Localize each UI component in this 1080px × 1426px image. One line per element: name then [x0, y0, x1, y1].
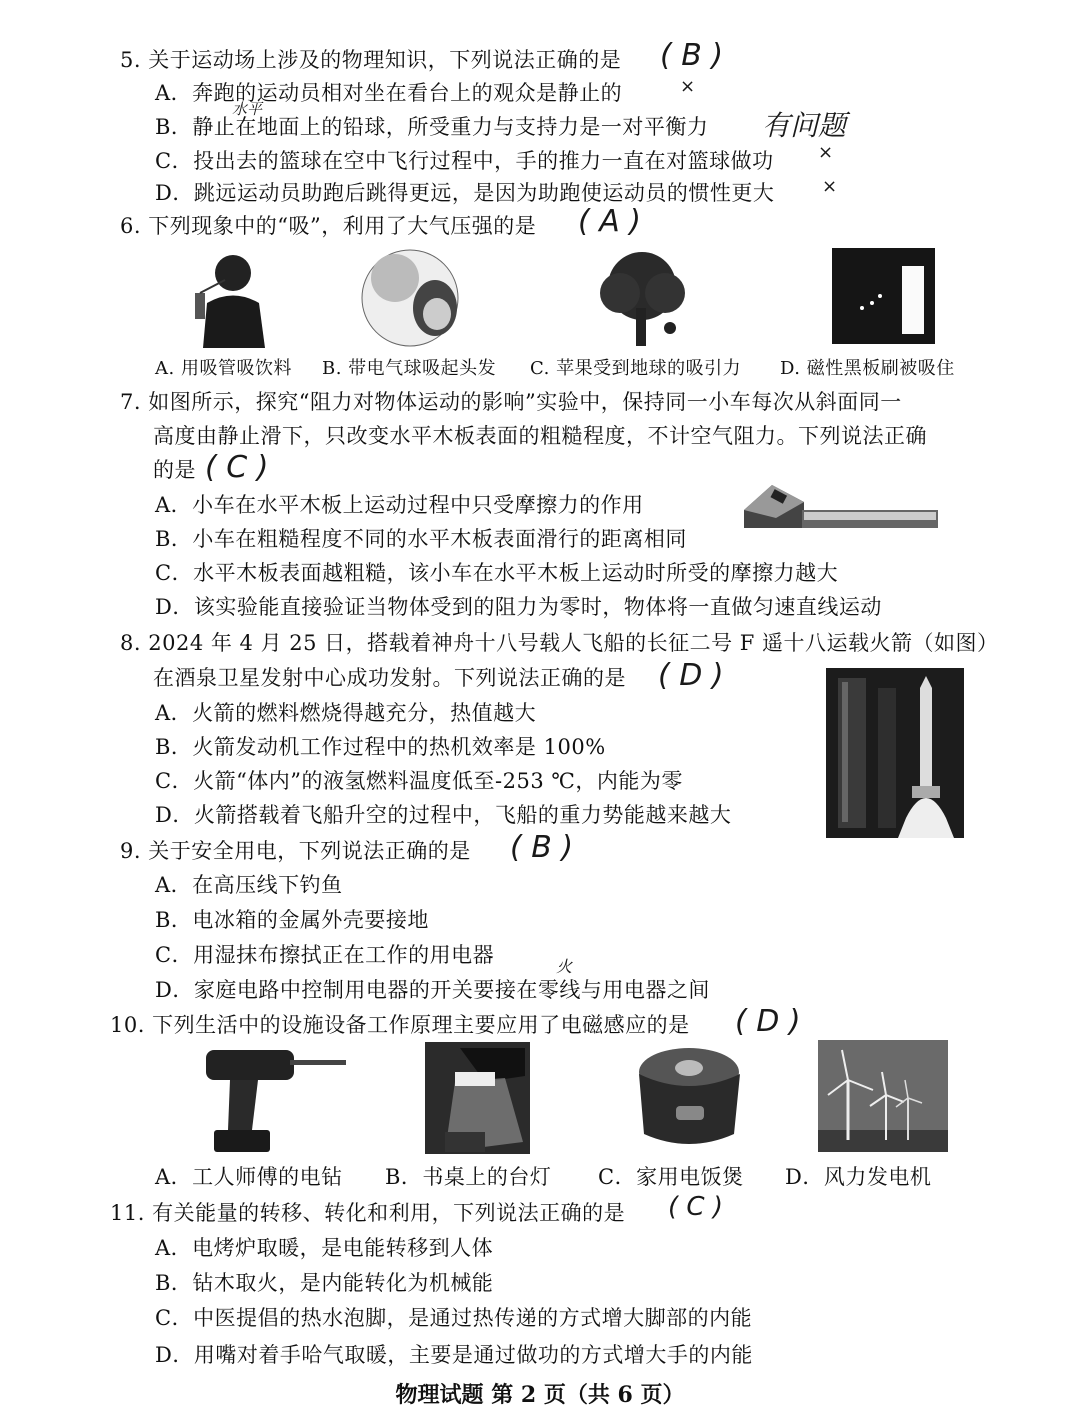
question-10-answer: ( D ) [735, 1004, 801, 1039]
question-6-option-a: A. 用吸管吸饮料 [155, 358, 292, 379]
rice-cooker-image [632, 1042, 747, 1154]
question-7-stem-line-1: 7. 如图所示，探究“阻力对物体运动的影响”实验中，保持同一小车每次从斜面同一 [120, 390, 902, 414]
question-5-mark-b: 有问题 [762, 109, 847, 142]
question-7-option-b: B．小车在粗糙程度不同的水平木板表面滑行的距离相同 [155, 527, 687, 551]
page-footer: 物理试题 第 2 页（共 6 页） [395, 1382, 685, 1408]
question-5-mark-d: × [822, 176, 838, 197]
question-9-option-c: C．用湿抹布擦拭正在工作的用电器 [155, 943, 495, 967]
question-6-answer: ( A ) [578, 204, 642, 239]
question-8-stem-line-1: 8. 2024 年 4 月 25 日，搭载着神舟十八号载人飞船的长征二号 F 遥十八运载火箭（如图） [120, 631, 999, 655]
question-9-answer: ( B ) [510, 830, 574, 865]
magnetic-blackboard-image [832, 248, 935, 344]
question-10-option-c: C．家用电饭煲 [598, 1165, 744, 1189]
question-6-option-c: C. 苹果受到地球的吸引力 [530, 358, 742, 379]
question-5-answer: ( B ) [660, 38, 724, 73]
question-10-option-b: B．书桌上的台灯 [385, 1165, 552, 1189]
question-8-option-b: B．火箭发动机工作过程中的热机效率是 100% [155, 735, 606, 759]
question-10-option-d: D．风力发电机 [785, 1165, 932, 1189]
question-11-stem: 11. 有关能量的转移、转化和利用，下列说法正确的是 [110, 1201, 626, 1225]
question-8-option-a: A．火箭的燃料燃烧得越充分，热值越大 [155, 701, 537, 725]
question-9-stem: 9. 关于安全用电，下列说法正确的是 [120, 839, 471, 863]
incline-board-image [742, 480, 942, 532]
question-6-option-d: D. 磁性黑板刷被吸住 [780, 358, 955, 379]
question-9-note-d: 火 [556, 957, 573, 976]
question-5-option-b: B．静止在地面上的铅球，所受重力与支持力是一对平衡力 [155, 115, 709, 139]
question-11-option-b: B．钻木取火，是内能转化为机械能 [155, 1271, 494, 1295]
electric-drill-image [200, 1042, 350, 1154]
question-8-answer: ( D ) [658, 658, 724, 693]
question-5-option-c: C．投出去的篮球在空中飞行过程中，手的推力一直在对篮球做功 [155, 149, 774, 173]
wind-turbine-image [818, 1040, 948, 1152]
question-9-option-b: B．电冰箱的金属外壳要接地 [155, 908, 429, 932]
question-9-option-d: D．家庭电路中控制用电器的开关要接在零线与用电器之间 [155, 978, 710, 1002]
question-5-mark-a: × [680, 76, 696, 97]
drinking-straw-image [185, 248, 270, 348]
question-11-answer: ( C ) [668, 1192, 723, 1222]
question-8-stem-line-2: 在酒泉卫星发射中心成功发射。下列说法正确的是 [153, 666, 626, 690]
desk-lamp-image [425, 1042, 530, 1154]
question-7-answer: ( C ) [205, 450, 269, 485]
question-10-option-a: A．工人师傅的电钻 [155, 1165, 343, 1189]
question-5-mark-c: × [818, 142, 834, 163]
question-7-stem-line-3: 的是 [153, 458, 196, 482]
question-7-option-d: D．该实验能直接验证当物体受到的阻力为零时，物体将一直做匀速直线运动 [155, 595, 882, 619]
question-7-option-a: A．小车在水平木板上运动过程中只受摩擦力的作用 [155, 493, 644, 517]
question-8-option-c: C．火箭“体内”的液氢燃料温度低至-253 ℃，内能为零 [155, 769, 683, 793]
charged-balloon-image [355, 248, 475, 348]
question-5-option-a: A．奔跑的运动员相对坐在看台上的观众是静止的 [155, 81, 623, 105]
question-5-stem: 5. 关于运动场上涉及的物理知识，下列说法正确的是 [120, 48, 622, 72]
question-9-option-a: A．在高压线下钓鱼 [155, 873, 343, 897]
question-6-stem: 6. 下列现象中的“吸”，利用了大气压强的是 [120, 214, 537, 238]
question-11-option-a: A．电烤炉取暖，是电能转移到人体 [155, 1236, 494, 1260]
apple-tree-image [590, 248, 695, 348]
question-11-option-c: C．中医提倡的热水泡脚，是通过热传递的方式增大脚部的内能 [155, 1306, 753, 1330]
question-10-stem: 10. 下列生活中的设施设备工作原理主要应用了电磁感应的是 [110, 1013, 690, 1037]
question-7-option-c: C．水平木板表面越粗糙，该小车在水平木板上运动时所受的摩擦力越大 [155, 561, 839, 585]
question-6-option-b: B. 带电气球吸起头发 [322, 358, 497, 379]
question-5-option-d: D．跳远运动员助跑后跳得更远，是因为助跑使运动员的惯性更大 [155, 181, 775, 205]
question-8-option-d: D．火箭搭载着飞船升空的过程中，飞船的重力势能越来越大 [155, 803, 732, 827]
question-11-option-d: D．用嘴对着手哈气取暖，主要是通过做功的方式增大手的内能 [155, 1343, 753, 1367]
question-5-note-b: 水平 [232, 100, 263, 118]
question-7-stem-line-2: 高度由静止滑下，只改变水平木板表面的粗糙程度，不计空气阻力。下列说法正确 [153, 424, 927, 448]
rocket-launch-image [826, 668, 964, 838]
